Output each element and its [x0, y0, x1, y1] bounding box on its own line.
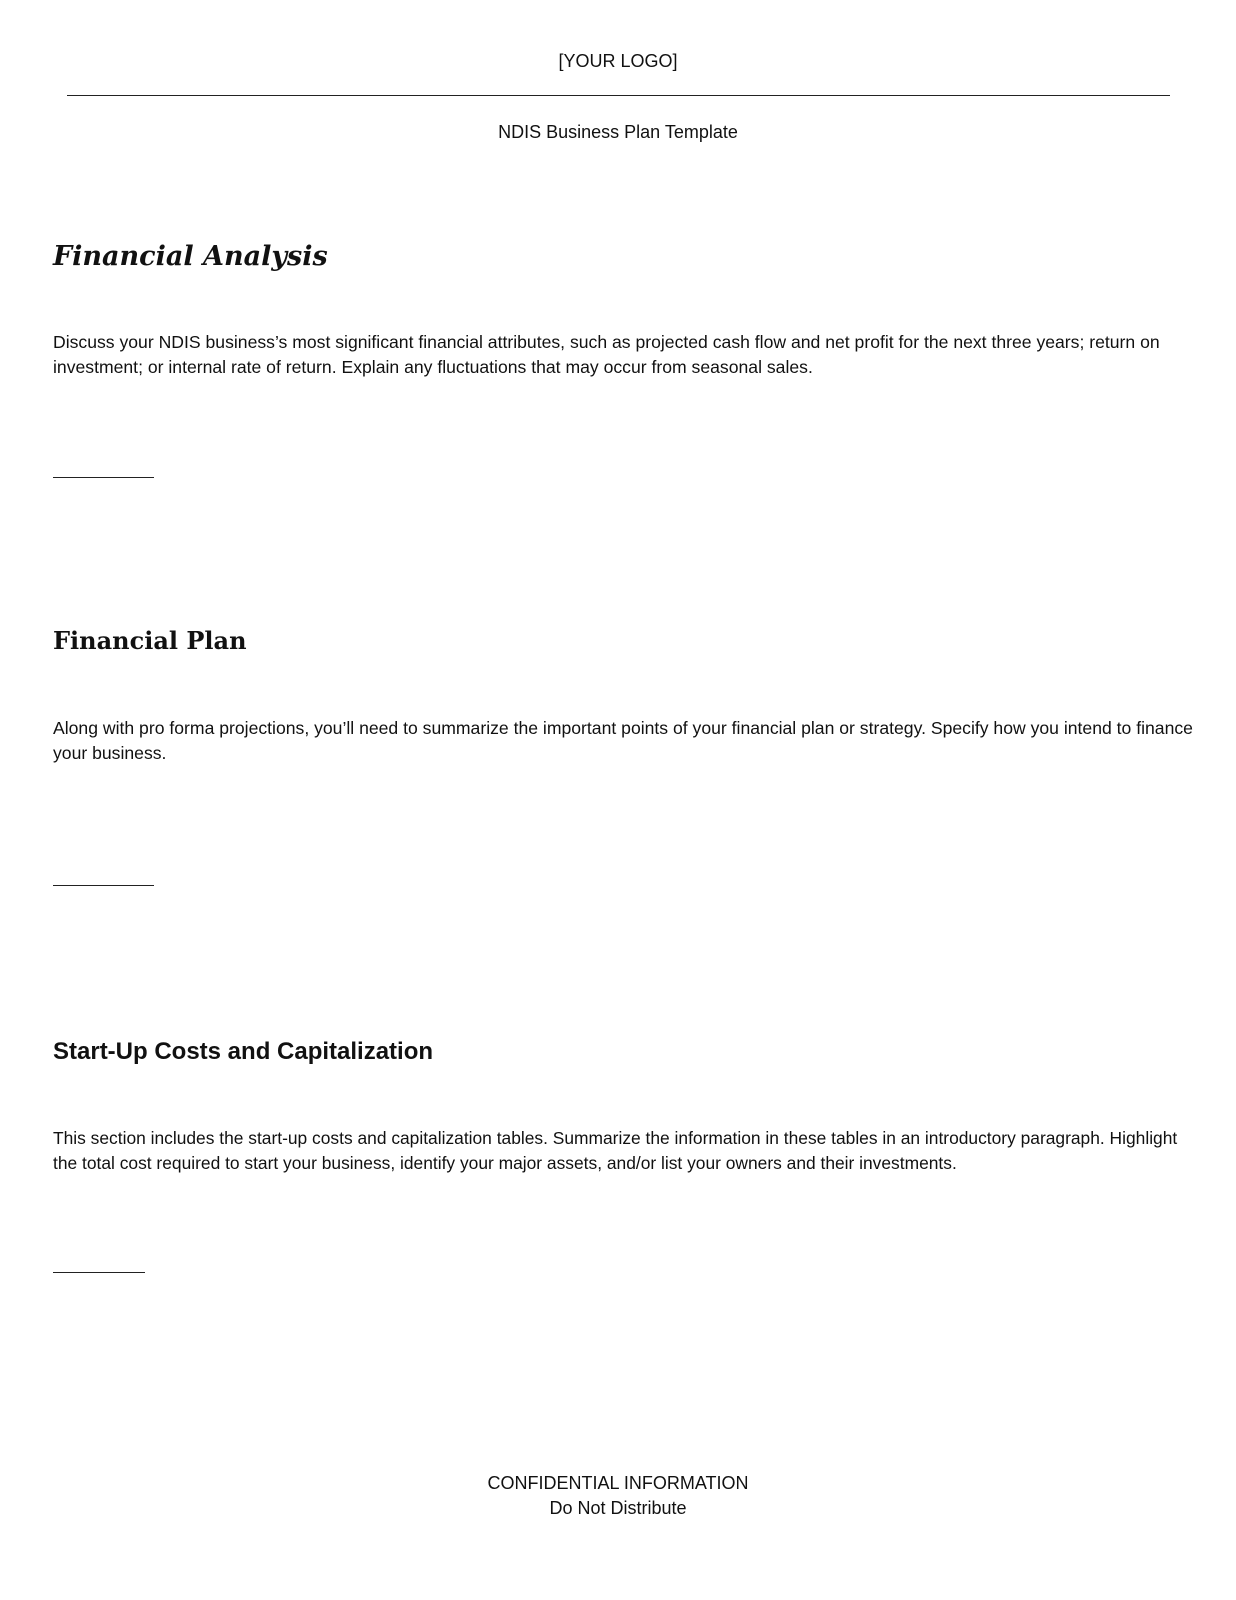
section-heading: Start-Up Costs and Capitalization	[53, 1038, 434, 1065]
fill-in-line	[53, 885, 154, 886]
section-heading: Financial Plan	[53, 626, 247, 655]
section-body: This section includes the start-up costs and capitalization tables. Summarize the information in these tables in an introductory paragraph. Highlight the total cost required to start your business, identify your major assets, and/or list your owners and their investments.	[53, 1128, 1178, 1173]
fill-in-line	[53, 1272, 145, 1273]
section-heading: Financial Analysis	[53, 241, 328, 272]
page-footer	[0, 1471, 1236, 1521]
fill-in-line	[53, 477, 154, 478]
logo-placeholder: [YOUR LOGO]	[558, 51, 678, 71]
section-body: Discuss your NDIS business’s most significant financial attributes, such as projected cash flow and net profit for the next three years; return on investment; or internal rate of return. Explain any fluctuations that may occur from seasonal sales.	[53, 332, 1160, 377]
header-divider	[67, 95, 1170, 96]
distribution-notice: Do Not Distribute	[549, 1498, 687, 1518]
confidential-notice: CONFIDENTIAL INFORMATION	[487, 1473, 749, 1493]
section-body: Along with pro forma projections, you’ll need to summarize the important points of your financial plan or strategy. Specify how you intend to finance your business.	[53, 718, 1193, 763]
document-title: NDIS Business Plan Template	[498, 122, 738, 142]
